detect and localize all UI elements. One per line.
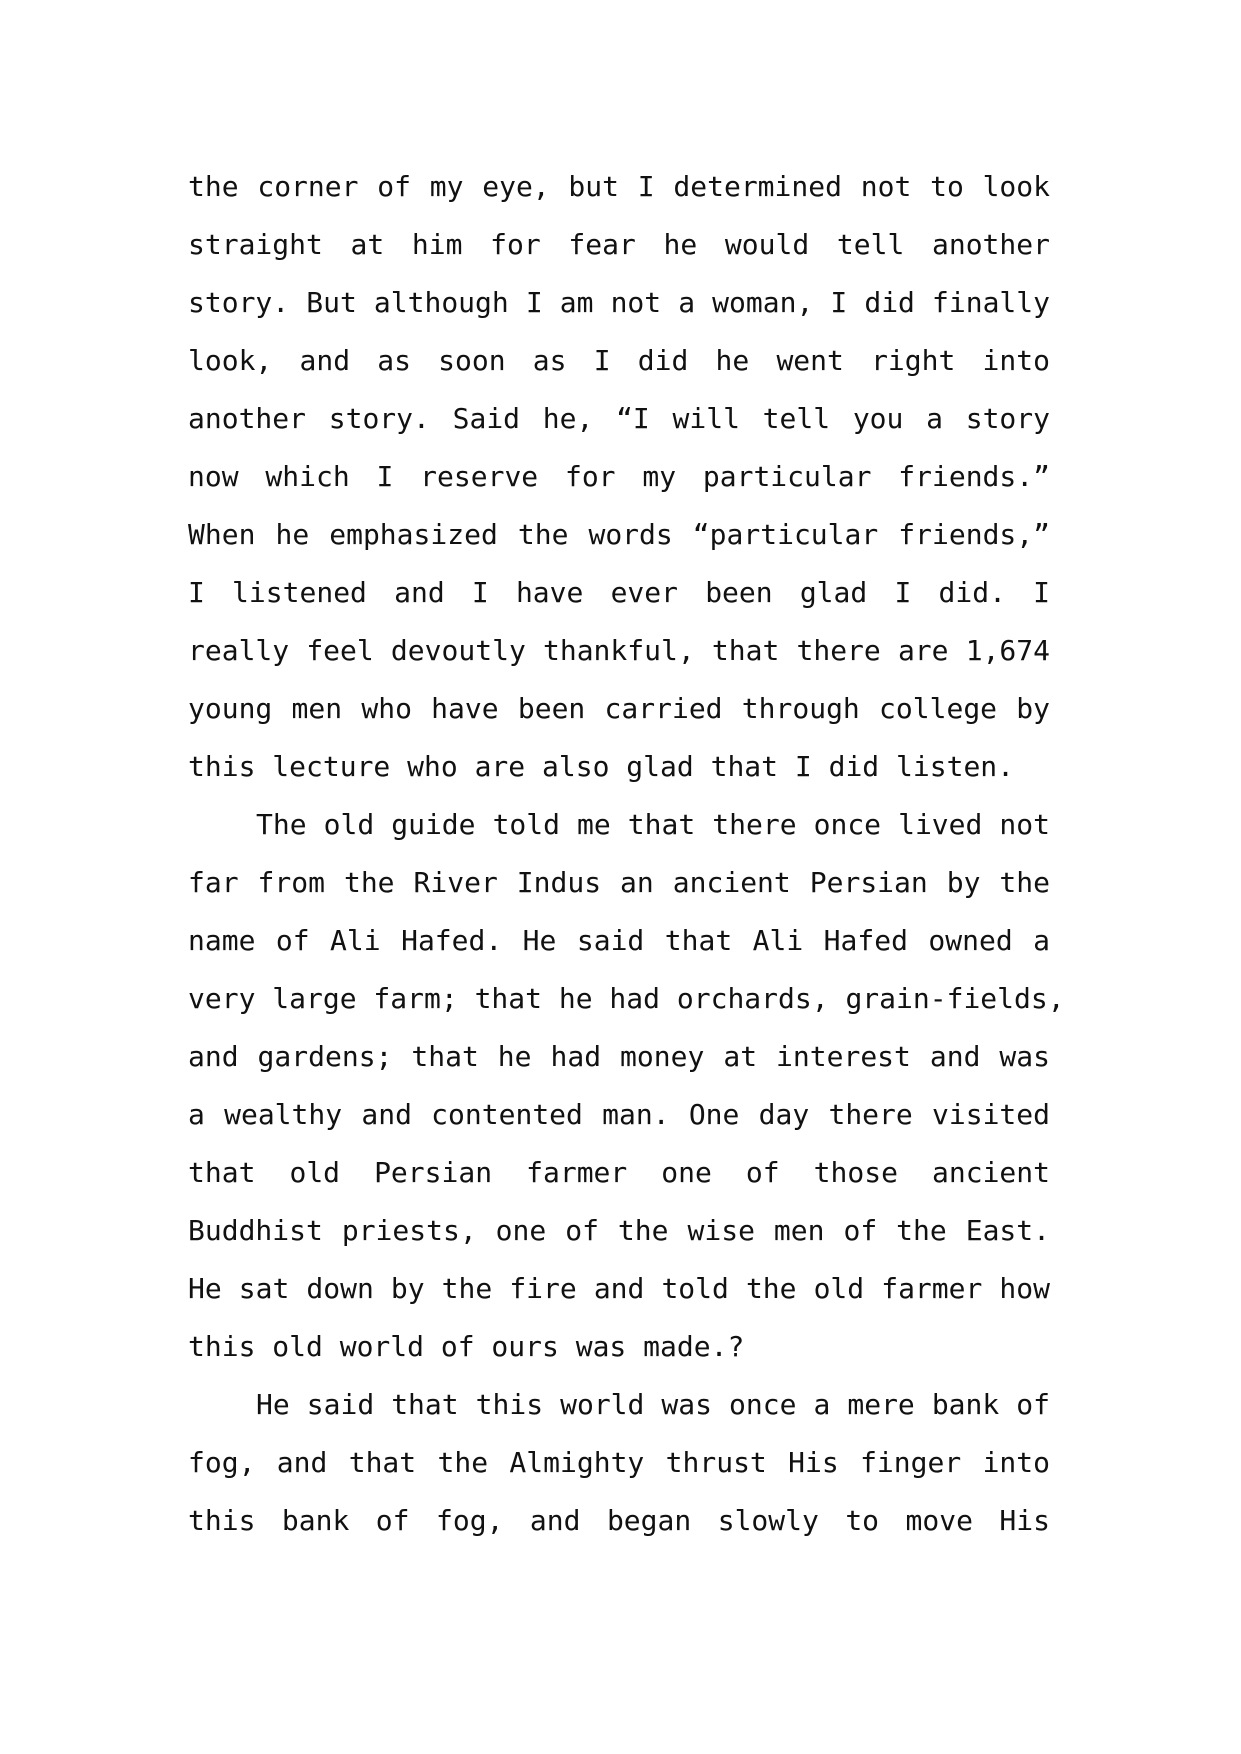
text-line: this lecture who are also glad that I did listen. [188,750,1015,783]
text-line: the corner of my eye, but I determined not to look [188,170,1050,203]
text-line: now which I reserve for my particular friends.” [188,460,1050,493]
text-line: and gardens; that he had money at interest and was [188,1040,1050,1073]
text-line: When he emphasized the words “particular friends,” [188,518,1050,551]
text-line: this old world of ours was made.? [188,1330,745,1363]
text-line: fog, and that the Almighty thrust His finger into [188,1446,1050,1479]
text-line: really feel devoutly thankful, that there are 1,674 [188,634,1050,667]
text-line: young men who have been carried through college by [188,692,1050,725]
text-line: very large farm; that he had orchards, grain-fields, [188,982,1065,1015]
text-line: another story. Said he, “I will tell you a story [188,402,1050,435]
text-line: Buddhist priests, one of the wise men of the East. [188,1214,1050,1247]
text-line: look, and as soon as I did he went right into [188,344,1050,377]
text-line: story. But although I am not a woman, I did finally [188,286,1050,319]
text-line: He sat down by the fire and told the old farmer how [188,1272,1050,1305]
text-line: far from the River Indus an ancient Persian by the [188,866,1050,899]
text-line: straight at him for fear he would tell another [188,228,1050,261]
text-line: I listened and I have ever been glad I did. I [188,576,1050,609]
text-line: that old Persian farmer one of those ancient [188,1156,1050,1189]
text-line: this bank of fog, and began slowly to move His [188,1504,1050,1537]
paragraph-first-line: The old guide told me that there once lived not [256,808,1050,841]
text-line: name of Ali Hafed. He said that Ali Hafed owned a [188,924,1050,957]
body-text [188,158,1065,1550]
text-line: a wealthy and contented man. One day there visited [188,1098,1050,1131]
paragraph-first-line: He said that this world was once a mere bank of [256,1388,1050,1421]
